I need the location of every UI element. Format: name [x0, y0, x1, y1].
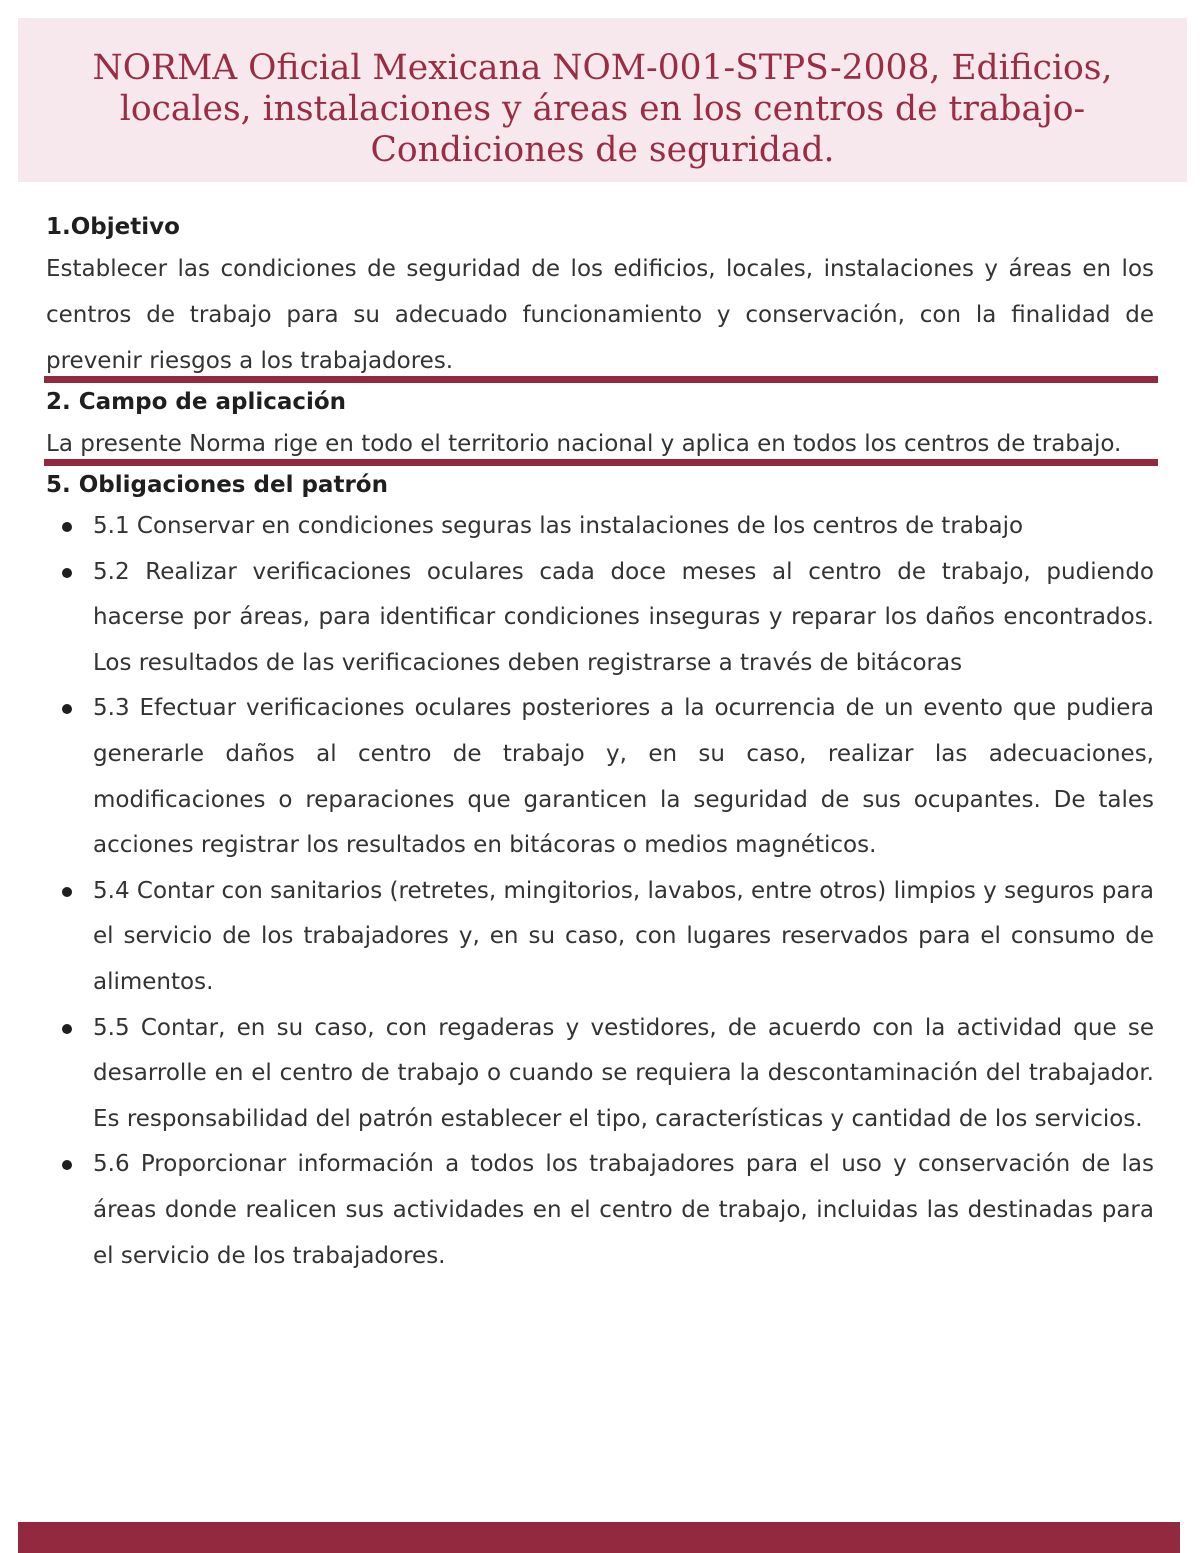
list-item [46, 1006, 1154, 1143]
section-heading-objetivo: 1.Objetivo [46, 214, 180, 240]
bullet-icon [62, 887, 72, 897]
bullet-icon [62, 1024, 72, 1034]
bullet-icon [62, 568, 72, 578]
document-title: NORMA Oficial Mexicana NOM-001-STPS-2008, Edificios, locales, instalaciones y áreas en los centros de trabajo-Condiciones de seguridad. [92, 48, 1113, 170]
obligations-list [46, 504, 1154, 1279]
list-item [46, 686, 1154, 868]
bullet-icon [62, 1160, 72, 1170]
list-item [46, 504, 1154, 550]
list-item-text: 5.2 Realizar verificaciones oculares cada doce meses al centro de trabajo, pudiendo hacerse por áreas, para identificar condiciones inseguras y reparar los daños encontrados. Los resultados de las verificaciones deben registrarse a través de bitácoras [93, 558, 1154, 676]
footer-bar [18, 1522, 1180, 1553]
section-obligaciones [46, 466, 1154, 1279]
section-heading-obligaciones: 5. Obligaciones del patrón [46, 472, 388, 498]
list-item-text: 5.5 Contar, en su caso, con regaderas y vestidores, de acuerdo con la actividad que se desarrolle en el centro de trabajo o cuando se requiera la descontaminación del trabajador. Es responsabilidad del patrón establecer el tipo, características y cantidad de los servicios. [93, 1014, 1154, 1132]
section-heading-campo-aplicacion: 2. Campo de aplicación [46, 389, 347, 415]
bullet-icon [62, 522, 72, 532]
list-item-text: 5.1 Conservar en condiciones seguras las instalaciones de los centros de trabajo [93, 513, 1024, 539]
list-item [46, 550, 1154, 687]
title-banner [18, 18, 1187, 182]
section-objetivo [46, 208, 1154, 384]
document-body [46, 208, 1154, 1279]
list-item-text: 5.6 Proporcionar información a todos los trabajadores para el uso y conservación de las áreas donde realicen sus actividades en el centro de trabajo, incluidas las destinadas para el servicio de los trabajadores. [93, 1151, 1154, 1269]
list-item [46, 1142, 1154, 1279]
bullet-icon [62, 704, 72, 714]
section-campo-aplicacion [46, 383, 1154, 467]
list-item-text: 5.4 Contar con sanitarios (retretes, mingitorios, lavabos, entre otros) limpios y seguros para el servicio de los trabajadores y, en su caso, con lugares reservados para el consumo de alimentos. [93, 877, 1154, 995]
section-text-objetivo: Establecer las condiciones de seguridad de los edificios, locales, instalaciones y áreas en los centros de trabajo para su adecuado funcionamiento y conservación, con la finalidad de prevenir riesgos a los trabajadores. [46, 256, 1154, 374]
list-item-text: 5.3 Efectuar verificaciones oculares posteriores a la ocurrencia de un evento que pudiera generarle daños al centro de trabajo y, en su caso, realizar las adecuaciones, modificaciones o reparaciones que garanticen la seguridad de sus ocupantes. De tales acciones registrar los resultados en bitácoras o medios magnéticos. [93, 695, 1154, 859]
section-text-campo-aplicacion: La presente Norma rige en todo el territorio nacional y aplica en todos los centros de trabajo. [46, 431, 1122, 457]
list-item [46, 869, 1154, 1006]
